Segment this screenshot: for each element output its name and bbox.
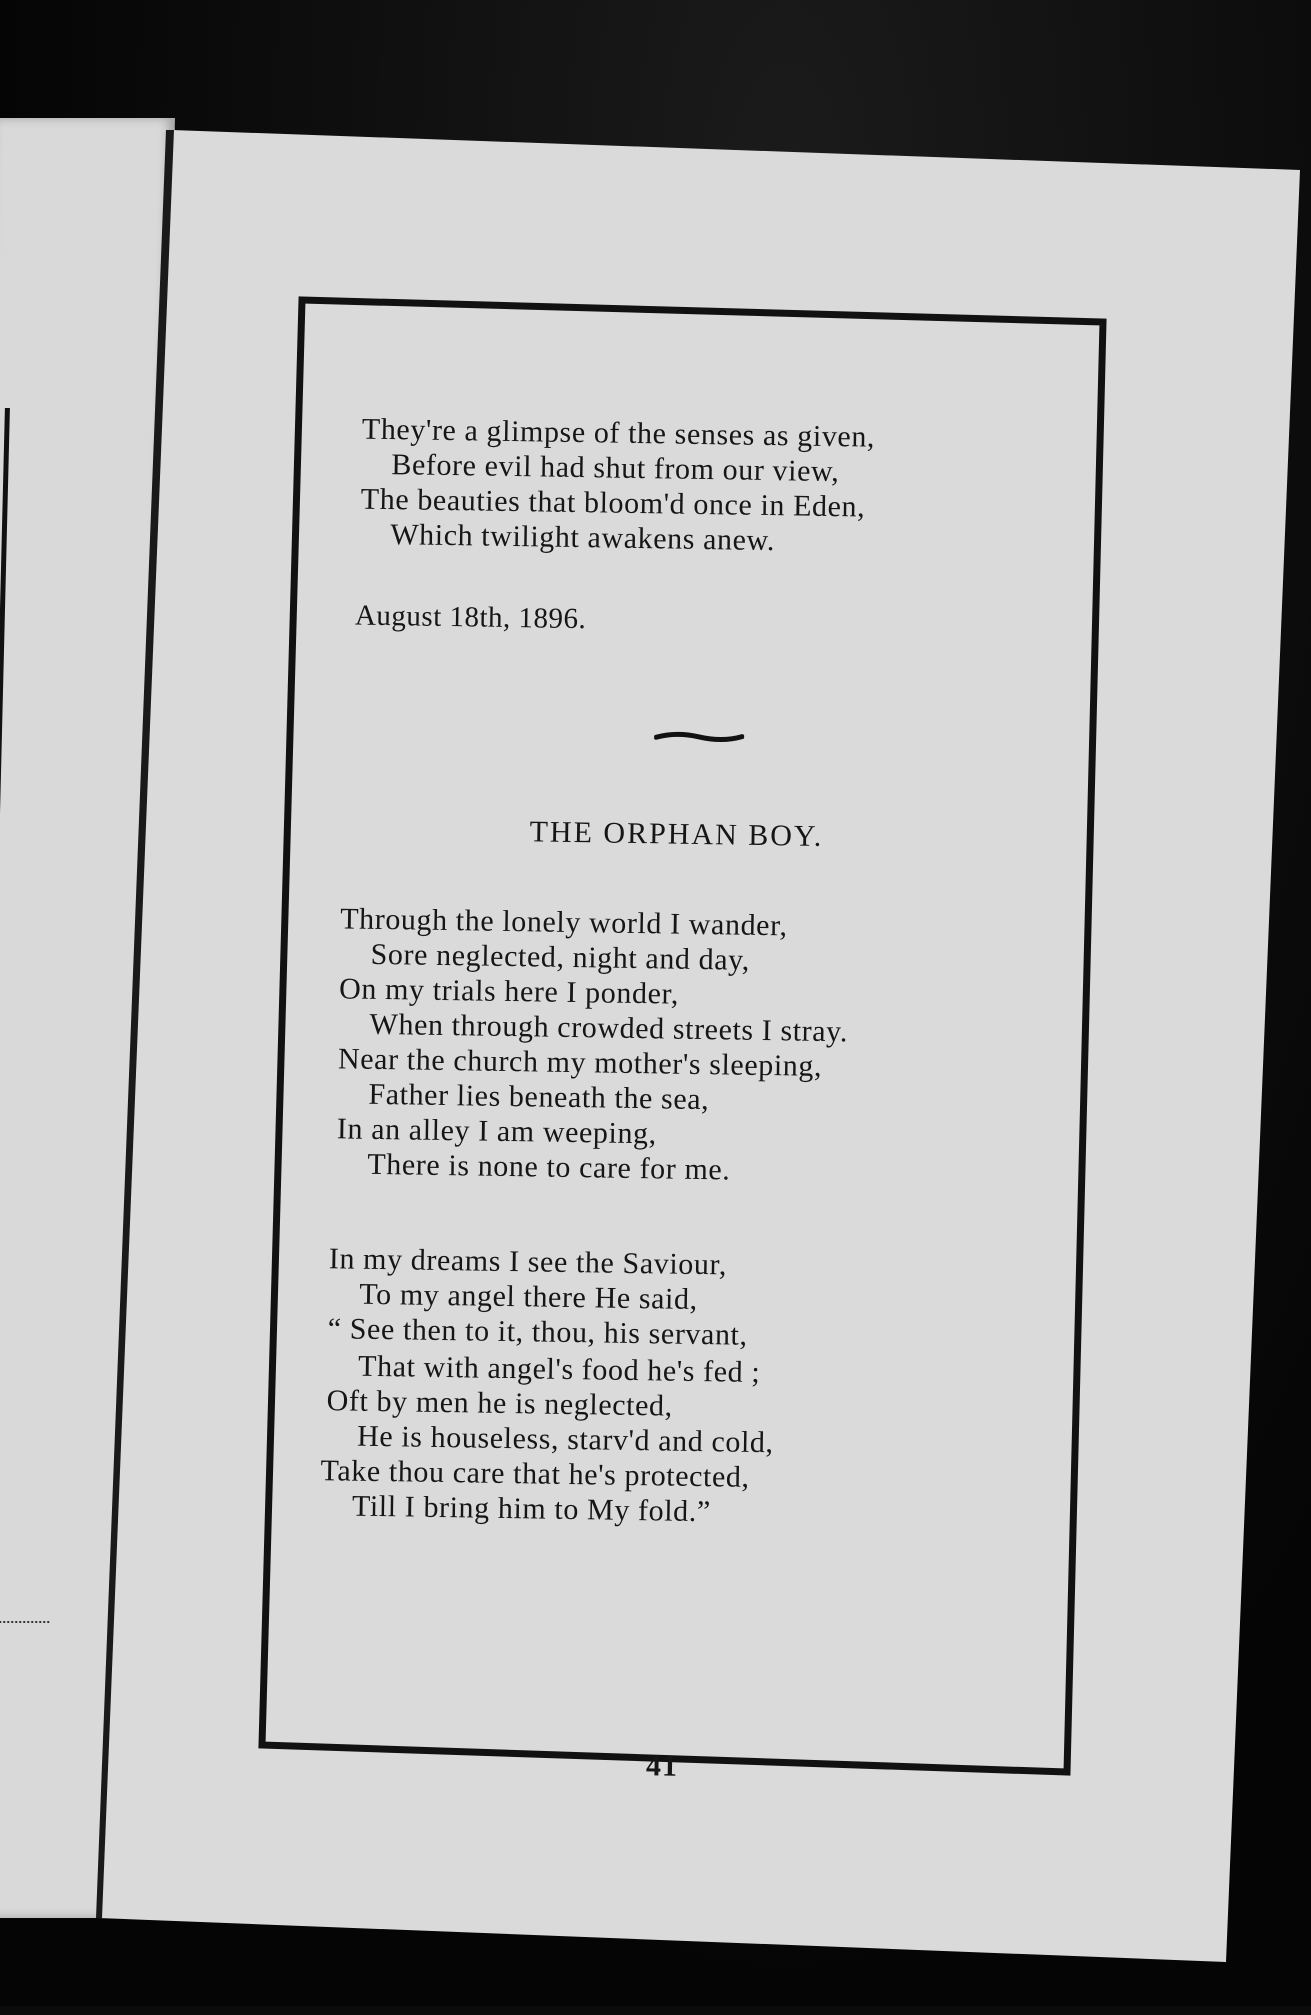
poem-line: The beauties that bloom'd once in Eden, [360, 482, 866, 524]
poem-line: Till I bring him to My fold.” [351, 1489, 712, 1529]
poem-line: Oft by men he is neglected, [326, 1384, 673, 1423]
poem-line: Near the church my mother's sleeping, [337, 1042, 823, 1083]
poem-line: That with angel's food he's fed ; [357, 1349, 761, 1389]
poem-line: In my dreams I see the Saviour, [328, 1242, 728, 1282]
page-number: 41 [645, 1749, 679, 1783]
poem-line: Take thou care that he's protected, [320, 1454, 750, 1494]
section-divider-ornament [654, 729, 744, 744]
poem-line: To my angel there He said, [359, 1277, 698, 1316]
poem-line: Sore neglected, night and day, [370, 937, 751, 977]
poem-line: “ See then to it, thou, his servant, [327, 1312, 748, 1352]
poem-line: He is houseless, starv'd and cold, [356, 1419, 774, 1460]
poem-line: Which twilight awakens anew. [390, 518, 776, 558]
poem-line: Through the lonely world I wander, [339, 902, 788, 943]
poem-line: Father lies beneath the sea, [368, 1077, 710, 1117]
poem-title: THE ORPHAN BOY. [529, 815, 824, 853]
poem-line: On my trials here I ponder, [338, 972, 680, 1011]
poem-line: There is none to care for me. [367, 1147, 731, 1187]
poem-line: They're a glimpse of the senses as given, [361, 412, 876, 454]
poem-line: When through crowded streets I stray. [369, 1007, 849, 1049]
poem-line: In an alley I am weeping, [336, 1112, 658, 1151]
poem-line: Before evil had shut from our view, [391, 448, 840, 489]
poem-date: August 18th, 1896. [354, 599, 587, 636]
